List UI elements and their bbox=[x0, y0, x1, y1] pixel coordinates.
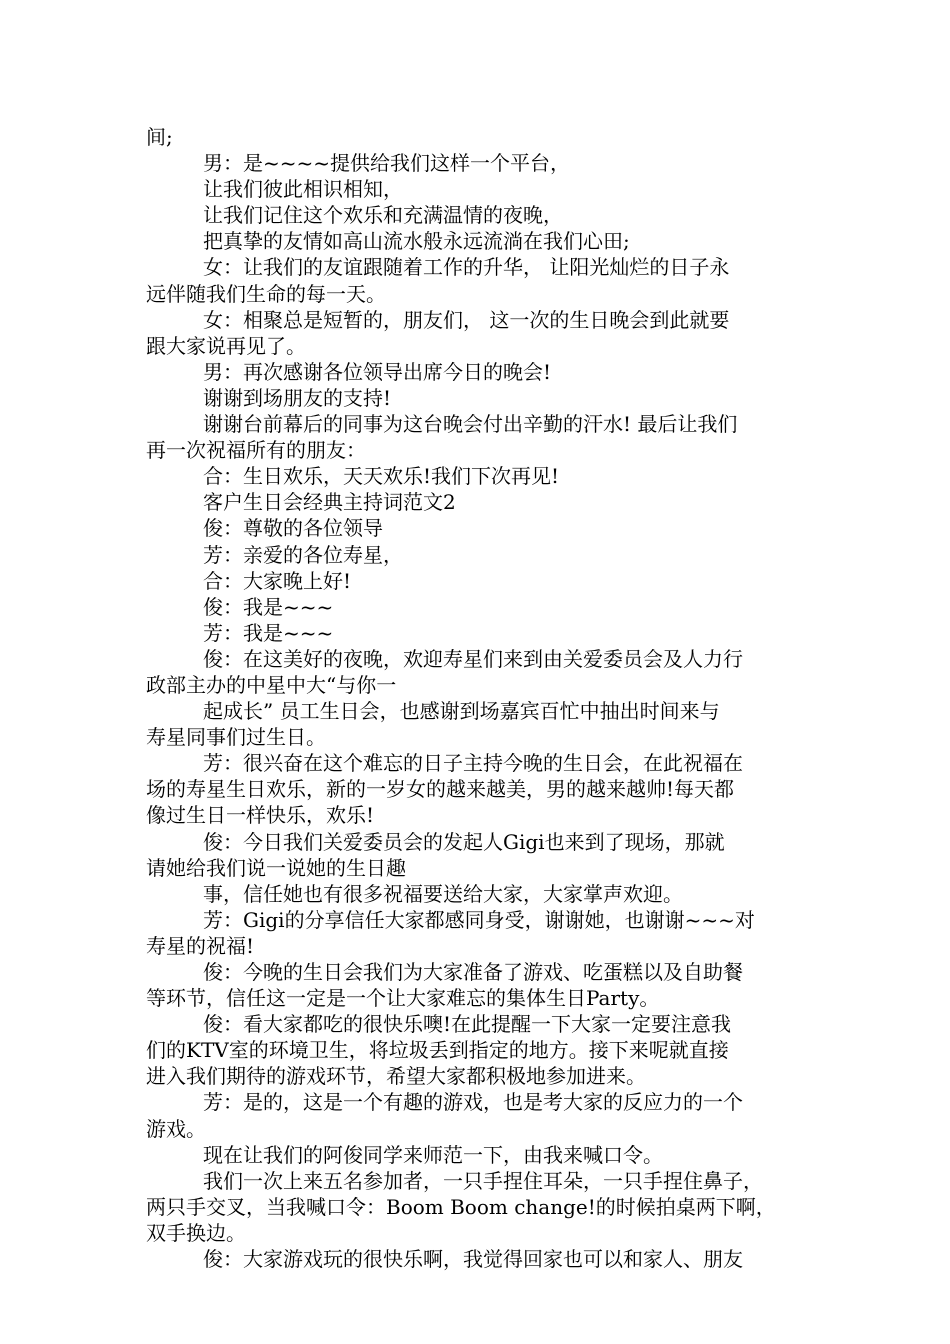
text-line: 芳：亲爱的各位寿星， bbox=[203, 542, 403, 567]
text-line: 俊：大家游戏玩的很快乐啊，我觉得回家也可以和家人、朋友 bbox=[203, 1247, 743, 1272]
text-line: 把真挚的友情如高山流水般永远流淌在我们心田; bbox=[203, 229, 630, 254]
text-line: 俊：在这美好的夜晚，欢迎寿星们来到由关爱委员会及人力行 bbox=[203, 646, 743, 671]
text-line: 场的寿星生日欢乐，新的一岁女的越来越美，男的越来越帅!每天都 bbox=[146, 777, 735, 802]
text-line: 再一次祝福所有的朋友： bbox=[146, 438, 366, 463]
text-line: 男：是~~~~提供给我们这样一个平台， bbox=[203, 151, 571, 176]
text-line: 俊：我是~~~ bbox=[203, 594, 334, 619]
text-line: 游戏。 bbox=[146, 1116, 206, 1141]
text-line: 起成长” 员工生日会，也感谢到场嘉宾百忙中抽出时间来与 bbox=[203, 699, 720, 724]
text-line: 等环节，信任这一定是一个让大家难忘的集体生日Party。 bbox=[146, 986, 660, 1011]
text-line: 们的KTV室的环境卫生，将垃圾丢到指定的地方。接下来呢就直接 bbox=[146, 1038, 729, 1063]
text-line: 让我们彼此相识相知， bbox=[203, 177, 403, 202]
text-line: 寿星的祝福! bbox=[146, 933, 255, 958]
text-line: 俊：看大家都吃的很快乐噢!在此提醒一下大家一定要注意我 bbox=[203, 1012, 732, 1037]
text-line: 合：生日欢乐，天天欢乐!我们下次再见! bbox=[203, 464, 560, 489]
text-line: 远伴随我们生命的每一天。 bbox=[146, 281, 386, 306]
text-line: 芳：是的，这是一个有趣的游戏，也是考大家的反应力的一个 bbox=[203, 1090, 743, 1115]
text-line: 事，信任她也有很多祝福要送给大家，大家掌声欢迎。 bbox=[203, 881, 683, 906]
text-line: 间; bbox=[146, 125, 173, 149]
text-line: 像过生日一样快乐，欢乐! bbox=[146, 803, 375, 828]
text-line: 政部主办的中星中大“与你一 bbox=[146, 672, 397, 697]
text-line: 跟大家说再见了。 bbox=[146, 333, 306, 358]
text-line: 俊：今日我们关爱委员会的发起人Gigi也来到了现场，那就 bbox=[203, 829, 725, 854]
text-line: 俊：今晚的生日会我们为大家准备了游戏、吃蛋糕以及自助餐 bbox=[203, 960, 743, 984]
text-line: 芳：Gigi的分享信任大家都感同身受，谢谢她，也谢谢~~~对 bbox=[203, 907, 755, 932]
text-line: 让我们记住这个欢乐和充满温情的夜晚， bbox=[203, 203, 563, 228]
text-line: 客户生日会经典主持词范文2 bbox=[203, 490, 456, 515]
text-line: 女：让我们的友谊跟随着工作的升华， 让阳光灿烂的日子永 bbox=[203, 255, 730, 280]
text-line: 谢谢到场朋友的支持! bbox=[203, 385, 392, 410]
text-line: 我们一次上来五名参加者，一只手捏住耳朵，一只手捏住鼻子， bbox=[203, 1168, 763, 1193]
text-line: 寿星同事们过生日。 bbox=[146, 725, 326, 750]
text-line: 双手换边。 bbox=[146, 1220, 246, 1245]
text-line: 女：相聚总是短暂的，朋友们， 这一次的生日晚会到此就要 bbox=[203, 307, 730, 332]
text-line: 合：大家晚上好! bbox=[203, 568, 352, 593]
text-line: 两只手交叉，当我喊口令：Boom Boom change!的时候拍桌两下啊， bbox=[146, 1194, 776, 1219]
document-body bbox=[146, 124, 811, 1272]
text-line: 芳：很兴奋在这个难忘的日子主持今晚的生日会，在此祝福在 bbox=[203, 751, 743, 776]
text-line: 现在让我们的阿俊同学来师范一下，由我来喊口令。 bbox=[203, 1142, 663, 1167]
text-line: 进入我们期待的游戏环节，希望大家都积极地参加进来。 bbox=[146, 1064, 646, 1089]
text-line: 芳：我是~~~ bbox=[203, 620, 334, 645]
text-line: 谢谢台前幕后的同事为这台晚会付出辛勤的汗水! 最后让我们 bbox=[203, 412, 738, 437]
text-line: 男：再次感谢各位领导出席今日的晚会! bbox=[203, 359, 552, 384]
text-line: 请她给我们说一说她的生日趣 bbox=[146, 855, 406, 880]
text-line: 俊：尊敬的各位领导 bbox=[203, 516, 383, 541]
